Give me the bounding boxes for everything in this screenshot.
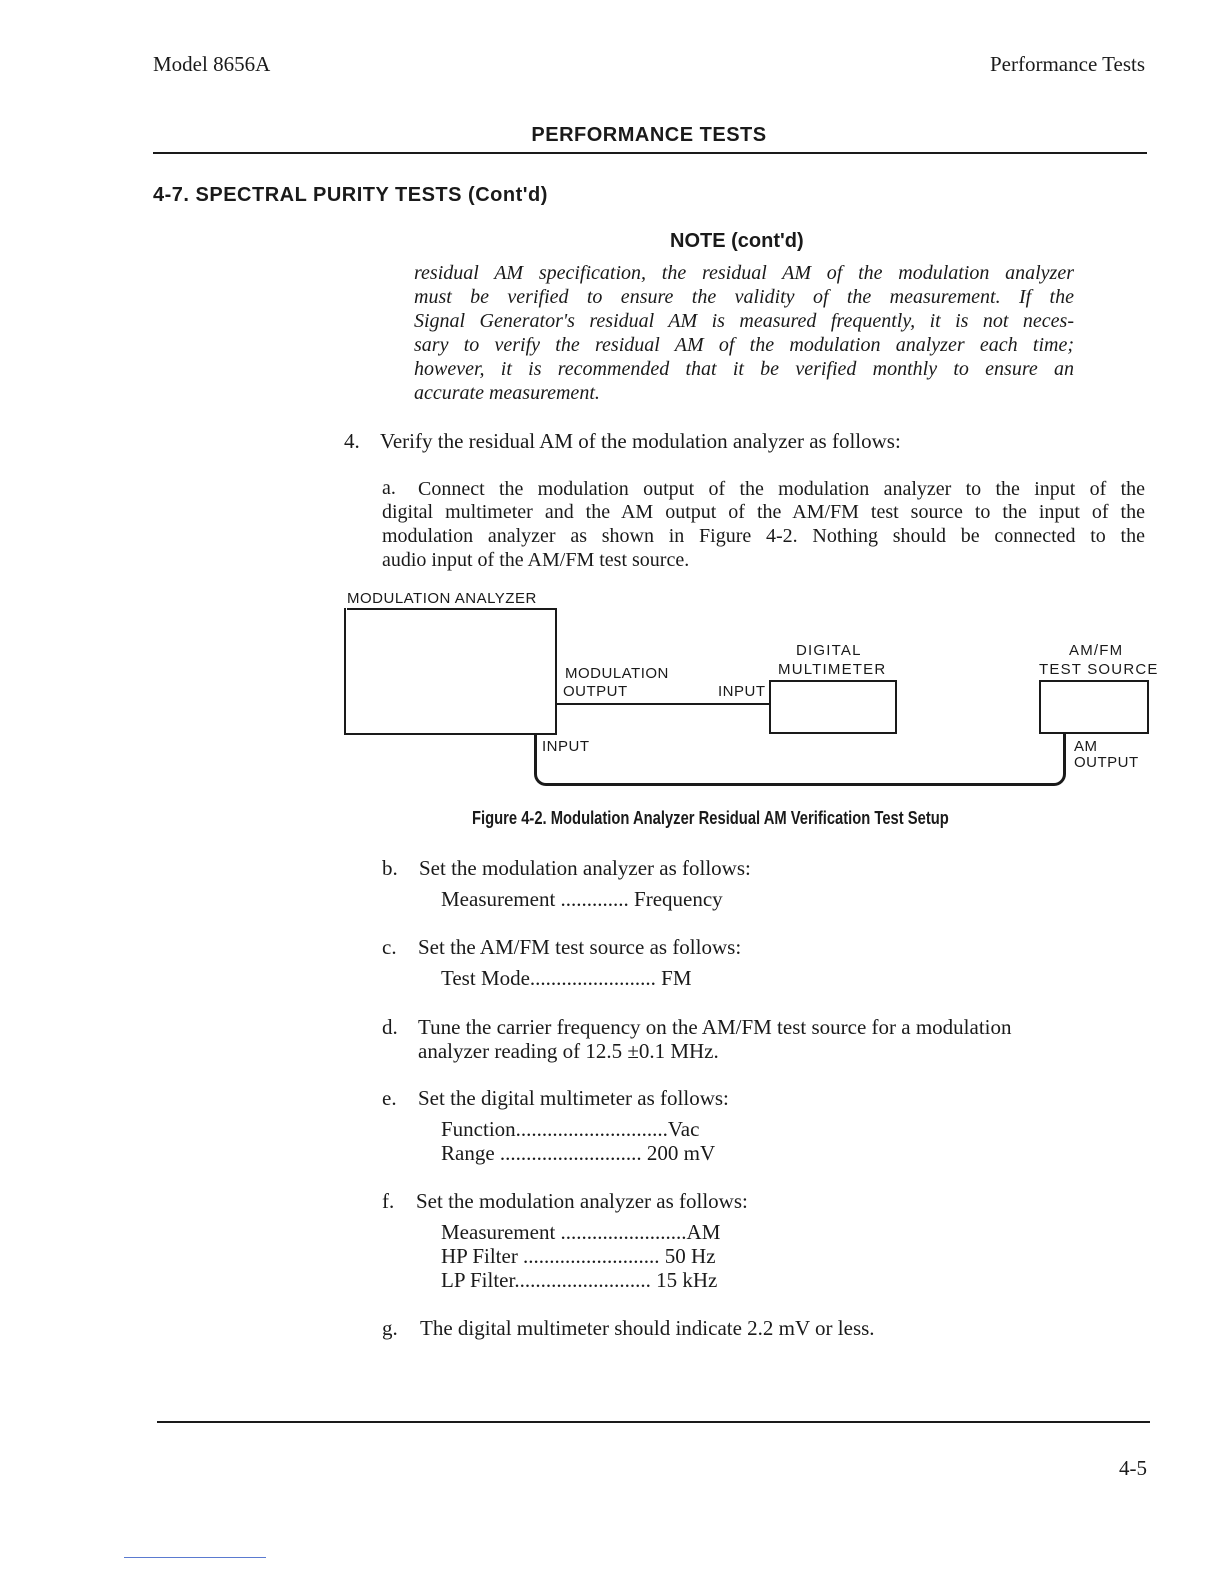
mod-analyzer-bottom <box>344 733 557 735</box>
step-4 <box>344 429 901 454</box>
am-output-cable <box>534 734 1066 786</box>
step-b-text: Set the modulation analyzer as follows: <box>419 856 751 880</box>
step-e-letter: e. <box>382 1086 397 1110</box>
mod-analyzer-right <box>555 608 557 734</box>
mod-output-label: MODULATION <box>565 665 669 682</box>
page-number: 4-5 <box>1119 1456 1147 1480</box>
note-line: Signal Generator's residual AM is measured frequently, it is not neces- <box>414 310 1074 332</box>
step-a-line: audio input of the AM/FM test source. <box>382 549 690 571</box>
header-section: Performance Tests <box>989 52 1145 76</box>
step-g-letter: g. <box>382 1316 398 1340</box>
setting-line: Test Mode........................ FM <box>441 966 692 990</box>
step-b-letter: b. <box>382 856 398 880</box>
step-c-letter: c. <box>382 935 397 959</box>
step-g-text: The digital multimeter should indicate 2.2 mV or less. <box>420 1316 875 1340</box>
setting-line: HP Filter .......................... 50 Hz <box>441 1244 716 1268</box>
step-a-line: digital multimeter and the AM output of the AM/FM test source to the input of the <box>382 501 1145 523</box>
header-model: Model 8656A <box>153 52 271 76</box>
step-d-letter: d. <box>382 1015 398 1039</box>
step-f-letter: f. <box>382 1189 395 1213</box>
note-line: must be verified to ensure the validity of the measurement. If the <box>414 286 1074 308</box>
step-a-line: Connect the modulation output of the modulation analyzer to the input of the <box>418 478 1145 500</box>
am-output-label: OUTPUT <box>1074 754 1139 771</box>
top-rule <box>153 152 1147 154</box>
note-line: sary to verify the residual AM of the modulation analyzer each time; <box>414 334 1074 356</box>
setting-line: Function.............................Vac <box>441 1117 700 1141</box>
step-text: Verify the residual AM of the modulation analyzer as follows: <box>380 429 901 453</box>
subsection-title: 4-7. SPECTRAL PURITY TESTS (Cont'd) <box>153 184 548 206</box>
source-label: AM/FM <box>1069 642 1124 659</box>
note-title: NOTE (cont'd) <box>670 230 804 252</box>
mod-analyzer-left <box>344 608 346 734</box>
setting-line: Measurement ............. Frequency <box>441 887 723 911</box>
figure-caption: Figure 4-2. Modulation Analyzer Residual AM Verification Test Setup <box>472 808 949 828</box>
mod-analyzer-underline <box>347 608 555 610</box>
footer-underline <box>124 1557 266 1558</box>
step-f-text: Set the modulation analyzer as follows: <box>416 1189 748 1213</box>
bottom-rule <box>157 1421 1150 1423</box>
step-a-line: modulation analyzer as shown in Figure 4-2. Nothing should be connected to the <box>382 525 1145 547</box>
source-label: TEST SOURCE <box>1039 661 1159 678</box>
setting-line: Range ........................... 200 mV <box>441 1141 716 1165</box>
step-number: 4. <box>344 429 360 453</box>
mod-output-label: OUTPUT <box>563 683 628 700</box>
note-line: residual AM specification, the residual AM of the modulation analyzer <box>414 262 1074 284</box>
step-c-text: Set the AM/FM test source as follows: <box>418 935 742 959</box>
mod-analyzer-label: MODULATION ANALYZER <box>347 590 537 607</box>
note-line: however, it is recommended that it be verified monthly to ensure an <box>414 358 1074 380</box>
page-title: PERFORMANCE TESTS <box>531 124 767 146</box>
dmm-label: MULTIMETER <box>778 661 887 678</box>
am-output-label: AM <box>1074 738 1098 755</box>
step-d-line: Tune the carrier frequency on the AM/FM test source for a modulation <box>418 1015 1012 1039</box>
step-a-letter: a. <box>382 477 396 499</box>
step-e-text: Set the digital multimeter as follows: <box>418 1086 729 1110</box>
source-box <box>1039 680 1149 734</box>
dmm-input-label: INPUT <box>718 683 766 700</box>
step-d-line: analyzer reading of 12.5 ±0.1 MHz. <box>418 1039 719 1063</box>
mod-output-cable <box>557 703 771 705</box>
dmm-box <box>769 680 897 734</box>
setting-line: Measurement ........................AM <box>441 1220 721 1244</box>
note-line: accurate measurement. <box>414 382 600 404</box>
dmm-label: DIGITAL <box>796 642 862 659</box>
analyzer-input-label: INPUT <box>542 738 590 755</box>
setting-line: LP Filter.......................... 15 kHz <box>441 1268 718 1292</box>
